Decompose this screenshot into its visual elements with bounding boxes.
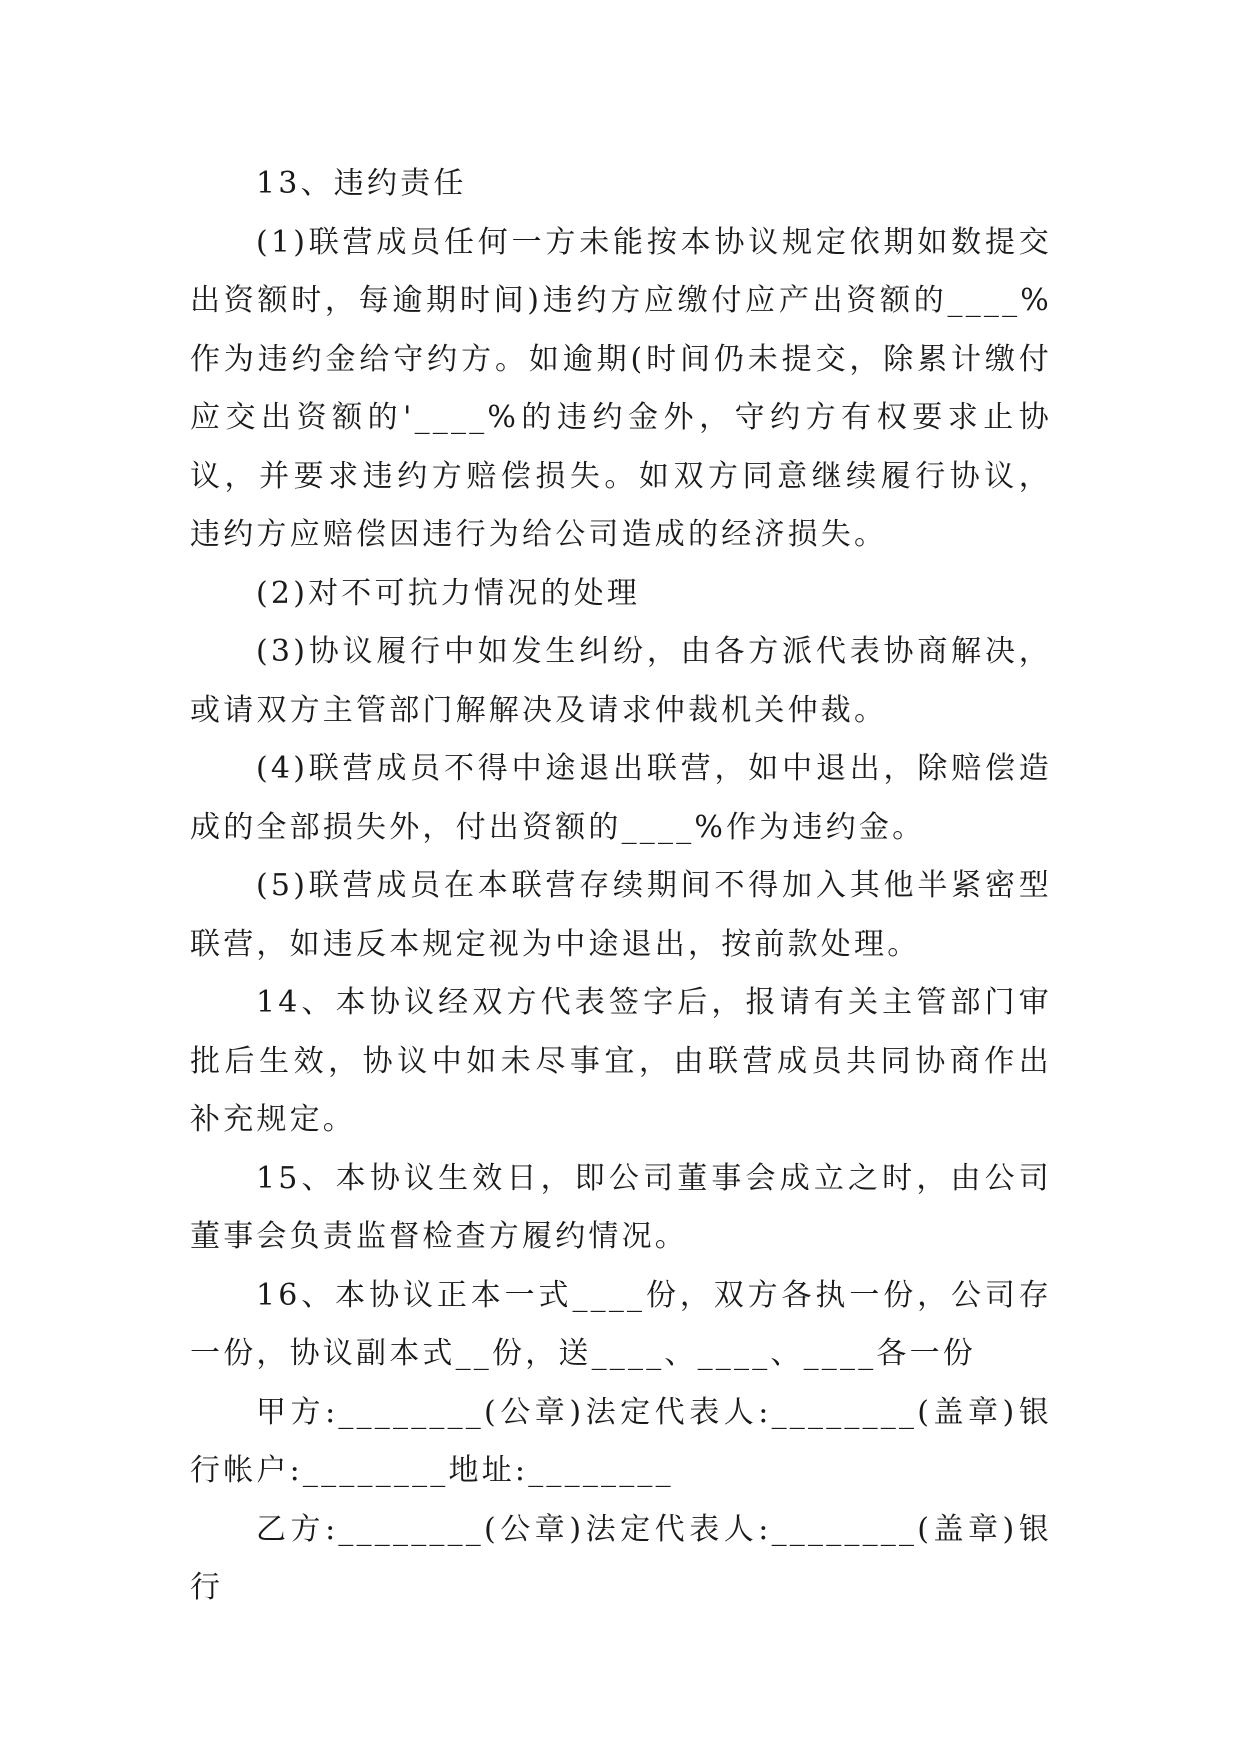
clause-13-3: (3)协议履行中如发生纠纷，由各方派代表协商解决，或请双方主管部门解解决及请求仲裁机关仲裁。 — [190, 634, 1052, 728]
section-15: 15、本协议生效日，即公司董事会成立之时，由公司董事会负责监督检查方履约情况。 — [190, 1160, 1052, 1254]
clause-13-1: (1)联营成员任何一方未能按本协议规定依期如数提交出资额时，每逾期时间)违约方应缴付应产出资额的____%作为违约金给守约方。如逾期(时间仍未提交，除累计缴付应交出资额的'____%的违约金外，守约方有权要求止协议，并要求违约方赔偿损失。如双方同意继续履行协议，违约方应赔偿因违行为给公司造成的经济损失。 — [190, 224, 1052, 552]
section-16: 16、本协议正本一式____份，双方各执一份，公司存一份，协议副本式__份，送____、____、____各一份 — [190, 1277, 1052, 1371]
clause-13-5: (5)联营成员在本联营存续期间不得加入其他半紧密型联营，如违反本规定视为中途退出，按前款处理。 — [190, 868, 1052, 962]
party-b-signature-line: 乙方:________(公章)法定代表人:________(盖章)银行 — [190, 1511, 1052, 1605]
clause-13-2: (2)对不可抗力情况的处理 — [256, 575, 641, 611]
clause-13-4: (4)联营成员不得中途退出联营，如中退出，除赔偿造成的全部损失外，付出资额的____%作为违约金。 — [190, 751, 1052, 845]
document-body — [190, 155, 1052, 1618]
section-14: 14、本协议经双方代表签字后，报请有关主管部门审批后生效，协议中如未尽事宜，由联营成员共同协商作出补充规定。 — [190, 985, 1052, 1137]
party-a-signature-line: 甲方:________(公章)法定代表人:________(盖章)银行帐户:________地址:________ — [190, 1394, 1052, 1488]
section-13-heading: 13、违约责任 — [256, 166, 467, 201]
